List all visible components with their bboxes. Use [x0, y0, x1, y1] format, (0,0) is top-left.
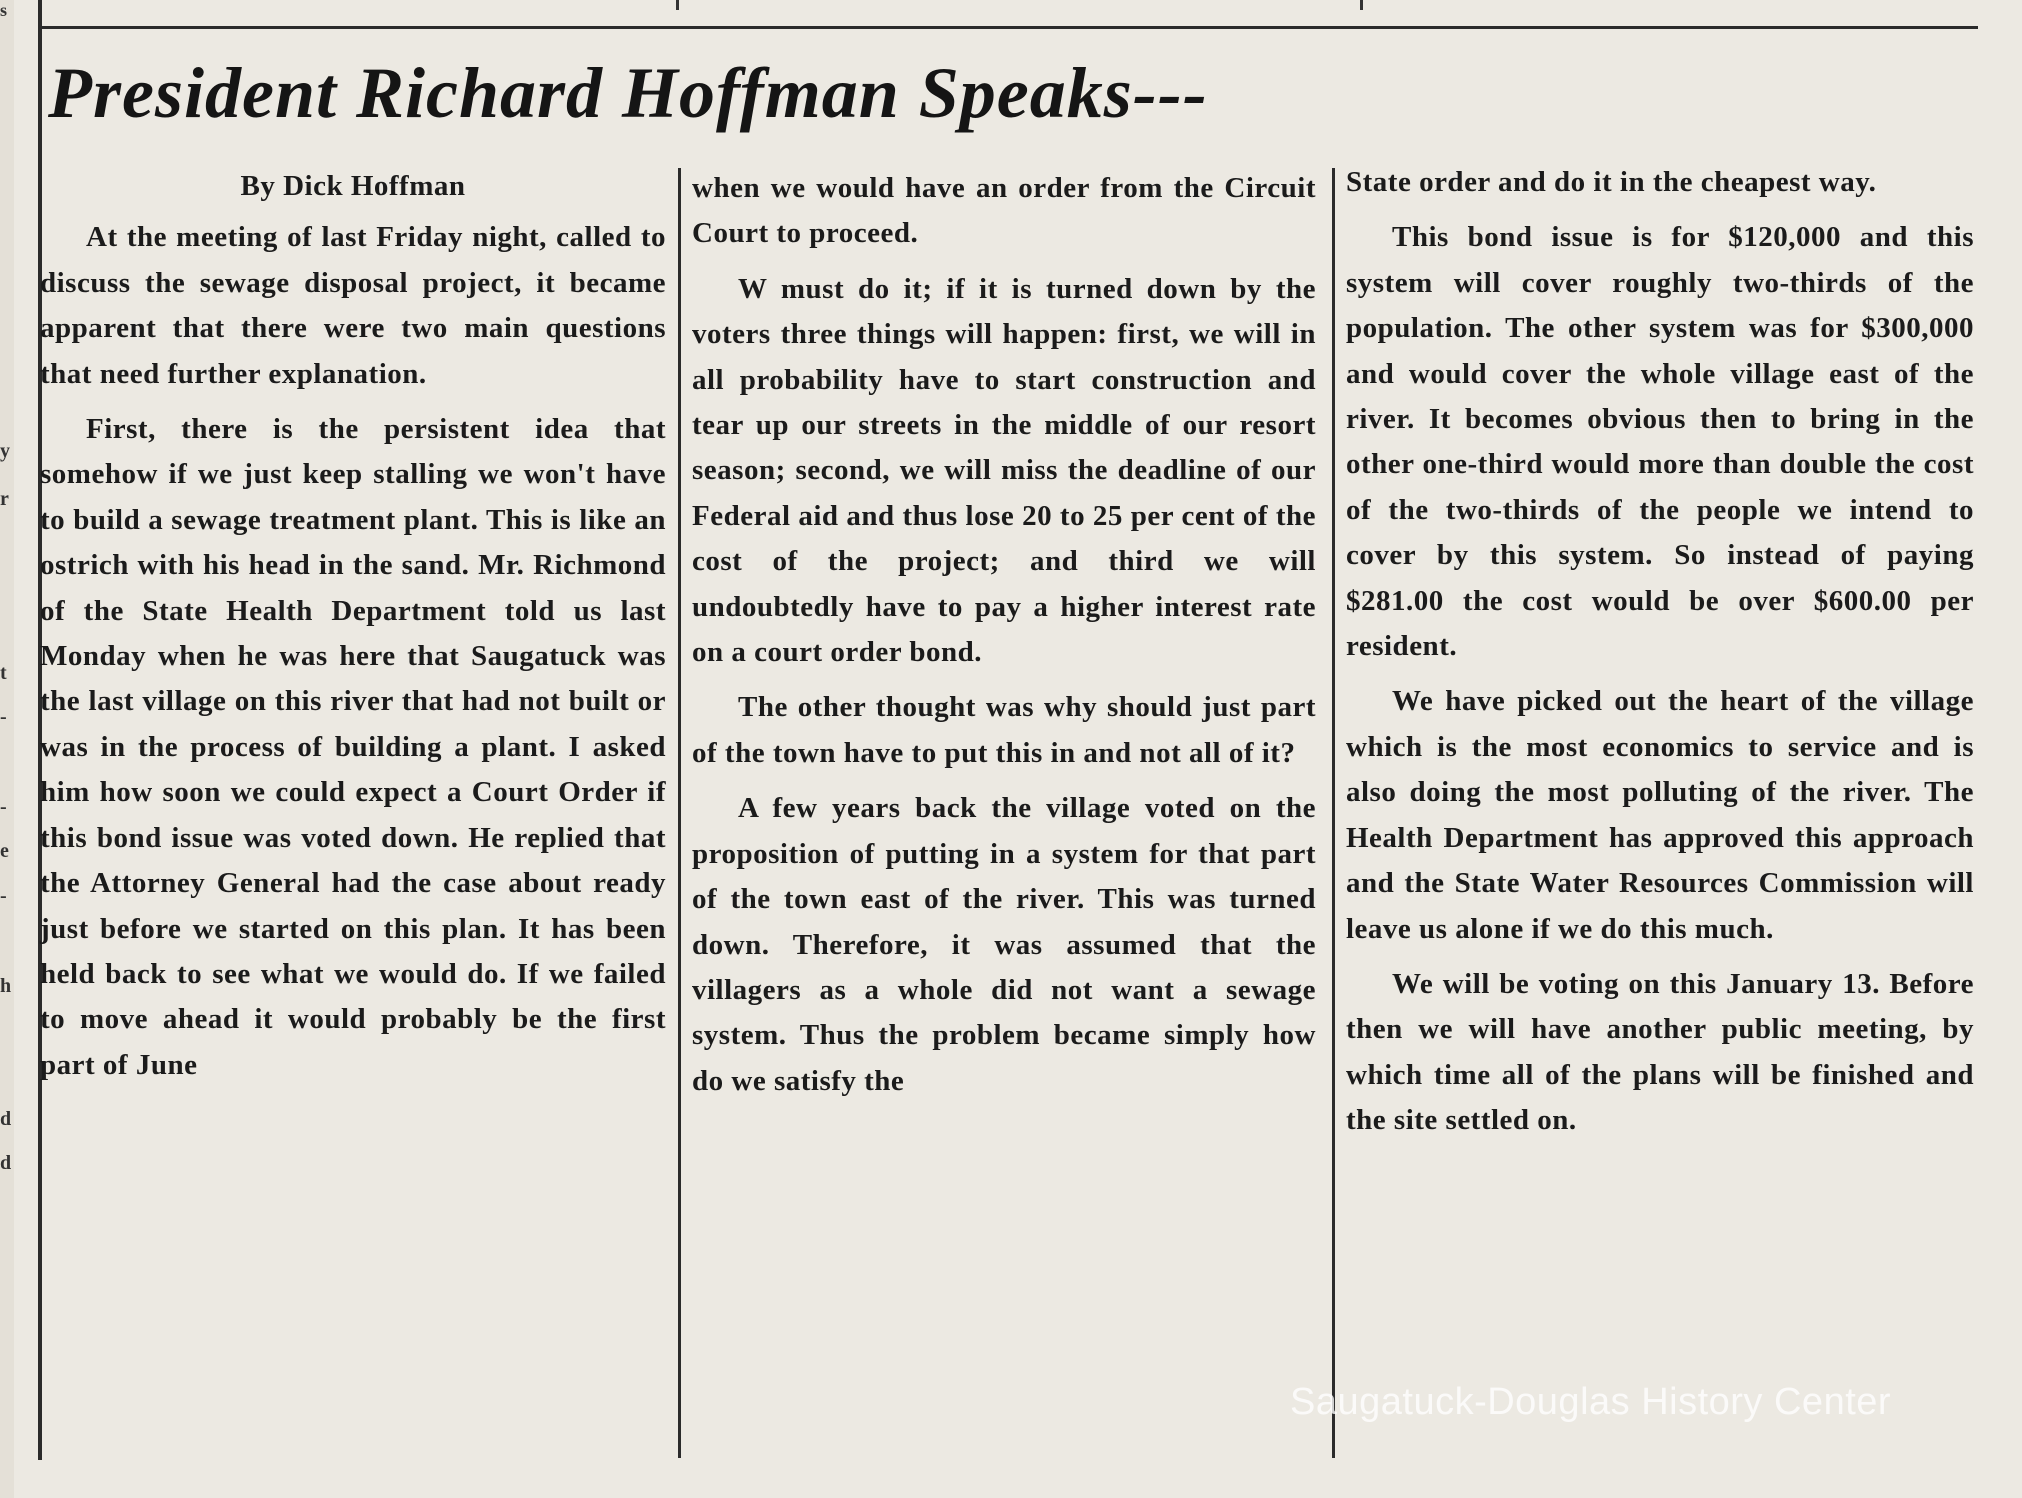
edge-letter: d [0, 1108, 12, 1130]
paragraph: W must do it; if it is turned down by the voters three things will happen: first, we will in all probability have to start construction and tear up our streets in the middle of our resort season; second, we will miss the deadline of our Federal aid and thus lose 20 to 25 per cent of the cost of the project; and third we will undoubtedly have to pay a higher interest rate on a court order bond. [692, 272, 1316, 669]
paragraph: when we would have an order from the Circuit Court to proceed. [692, 172, 1316, 250]
paragraph: The other thought was why should just part of the town have to put this in and not all of it? [692, 691, 1316, 769]
paragraph: State order and do it in the cheapest way. [1346, 166, 1877, 198]
edge-letter: s [0, 0, 8, 20]
paragraph: First, there is the persistent idea that somehow if we just keep stalling we won't have to build a sewage treatment plant. This is like an ostrich with his head in the sand. Mr. Richmond of the State Health Department told us last Monday when he was here that Saugatuck was the last village on this river that had not built or was in the process of building a plant. I asked him how soon we could expect a Court Order if this bond issue was voted down. He replied that the Attorney General had the case about ready just before we started on this plan. It has been held back to see what we would do. If we failed to move ahead it would probably be the first part of June [40, 413, 666, 1081]
column-rule [678, 168, 681, 1458]
column-rule [1332, 168, 1335, 1458]
top-tick [1360, 0, 1363, 10]
top-tick [676, 0, 679, 10]
edge-letter: t [0, 662, 7, 684]
paragraph: We have picked out the heart of the village which is the most economics to service and is also doing the most polluting of the river. The Health Department has approved this approach and the State Water Resources Commission will leave us alone if we do this much. [1346, 685, 1974, 945]
article-column-1 [40, 164, 666, 1098]
adjacent-column-edge [0, 0, 14, 1498]
article-column-2 [692, 166, 1316, 1104]
byline: By Dick Hoffman [240, 170, 466, 202]
paragraph: This bond issue is for $120,000 and this system will cover roughly two-thirds of the population. The other system was for $300,000 and would cover the whole village east of the river. It becomes obvious then to bring in the other one-third would more than double the cost of the two-thirds of the people we intend to cover by this system. So instead of paying $281.00 the cost would be over $600.00 per resident. [1346, 221, 1974, 663]
watermark: Saugatuck-Douglas History Center [1290, 1381, 1892, 1423]
edge-letter: - [0, 796, 7, 818]
top-rule [38, 26, 1978, 29]
article-column-3 [1346, 160, 1974, 1144]
edge-letter: r [0, 488, 9, 510]
edge-letter: - [0, 706, 7, 728]
edge-letter: y [0, 440, 10, 462]
paragraph: At the meeting of last Friday night, called to discuss the sewage disposal project, it became apparent that there were two main questions that need further explanation. [40, 221, 666, 390]
edge-letter: e [0, 840, 9, 862]
edge-letter: - [0, 885, 7, 907]
edge-letter: d [0, 1152, 12, 1174]
edge-letter: h [0, 975, 12, 997]
headline: President Richard Hoffman Speaks--- [48, 53, 1208, 133]
paragraph: We will be voting on this January 13. Before then we will have another public meeting, by which time all of the plans will be finished and the site settled on. [1346, 967, 1974, 1137]
paragraph: A few years back the village voted on the proposition of putting in a system for that part of the town east of the river. This was turned down. Therefore, it was assumed that the villagers as a whole did not want a sewage system. Thus the problem became simply how do we satisfy the [692, 792, 1316, 1097]
